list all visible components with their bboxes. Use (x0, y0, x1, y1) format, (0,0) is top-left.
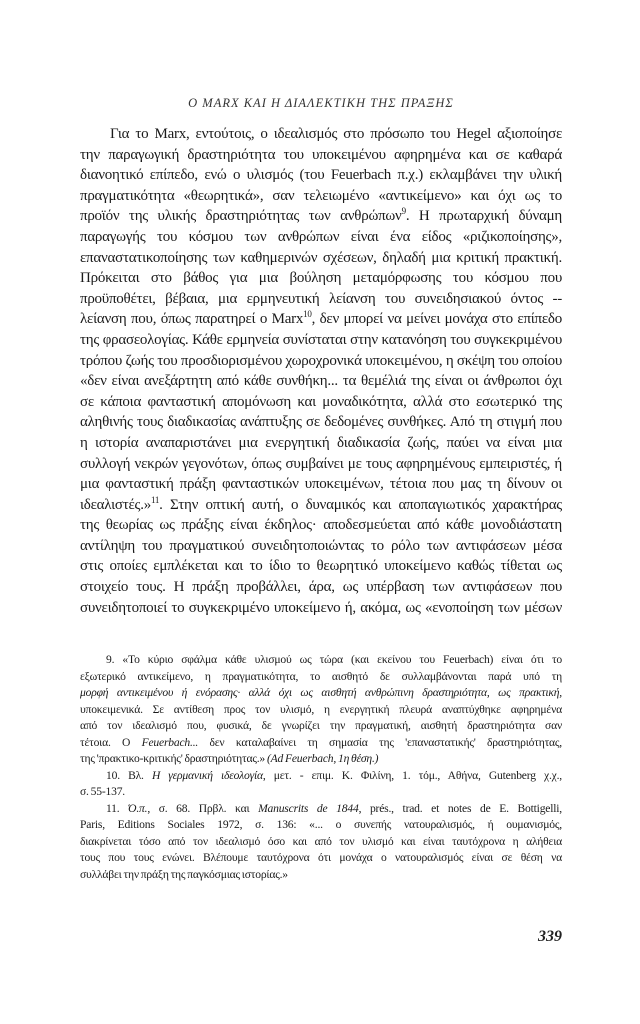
body-line (80, 454, 562, 475)
text-segment: διανοητικό επίπεδο, ενώ ο υλισμός (του Feuerbach π.χ.) εκλαμβάνει την υλική (80, 167, 562, 184)
footnote-line (80, 784, 562, 801)
text-segment: , μετ. - επιμ. Κ. Φιλίνη, 1. τόμ., Αθήνα, Gutenberg χ.χ., (262, 768, 562, 782)
body-line (80, 289, 562, 310)
footnote-reference: 10 (303, 309, 312, 320)
text-segment: 10. Βλ. (106, 768, 152, 782)
footnote-line (80, 850, 562, 867)
text-segment: λείανση που, όπως παρατηρεί ο Marx (80, 311, 304, 328)
italic-text: Η γερμανική ιδεολογία (151, 768, 263, 782)
text-segment: τέτοια. Ο (80, 735, 142, 749)
body-line (80, 392, 562, 413)
italic-text: Ό.π. (128, 801, 148, 815)
text-segment: εξωτερικό αντικείμενο, η πραγματικότητα, το αισθητό δε συλλαμβάνονται παρά υπό τη (80, 669, 562, 683)
footnote-line (80, 817, 562, 834)
text-segment: προϋποθέτει, βέβαια, μια ερμηνευτική λείανση του συνειδησιακού όντος -- (80, 290, 562, 307)
text-segment: σε κάποια φανταστική απομόνωση και μοναδικότητα, αλλά στο εσωτερικό της (80, 393, 562, 410)
text-segment: , δεν μπορεί να μείνει μονάχα στο επίπεδο (311, 311, 562, 328)
body-line (80, 351, 562, 372)
body-line (80, 371, 562, 392)
footnote-line (80, 652, 562, 669)
body-line (80, 248, 562, 269)
footnote-line (80, 834, 562, 851)
text-segment: της θεωρίας ως πράξης είναι έκδηλος· αποδεσμεύεται από κάθε μονοδιάστατη (80, 517, 562, 534)
footnote-line (80, 735, 562, 752)
text-segment: ιδεαλιστές.» (80, 496, 151, 513)
text-segment: 9. «Το κύριο σφάλμα κάθε υλισμού ως τώρα (και εκείνου του Feuerbach) είναι ότι το (106, 653, 562, 667)
body-line (80, 227, 562, 248)
book-page (80, 95, 562, 947)
body-line (80, 474, 562, 495)
body-line (80, 495, 562, 516)
text-segment: Πρόκειται στο βάθος για μια βούληση μεταμόρφωσης του κόσμου που (80, 270, 562, 287)
text-segment: , σ. 68. Πρβλ. και (147, 801, 259, 815)
body-line (80, 309, 562, 330)
text-segment: τους που τους ενώνει. Βλέπουμε ταυτόχρονα ότι μονάχα ο νατουραλισμός είναι σε θέση να (80, 851, 562, 865)
italic-text: Manuscrits de 1844 (258, 801, 359, 815)
text-segment: παραγωγής του κόσμου των ανθρώπων είναι ένα είδος «ριζικοποίησης», (80, 228, 562, 245)
body-line (80, 598, 562, 619)
footnote-reference: 9 (401, 206, 406, 217)
text-segment: στις οποίες εμπλέκεται και το ίδιο το θεωρητικό υποκείμενο καθώς τίθεται ως (80, 558, 562, 575)
body-line (80, 556, 562, 577)
footnote-line (80, 751, 562, 768)
text-segment: της φρασεολογίας. Κάθε ερμηνεία συνίσταται στην κατανόηση του συγκεκριμένου (80, 331, 562, 348)
footnote-reference: 11 (151, 494, 160, 505)
text-segment: . Στην οπτική αυτή, ο δυναμικός και αποπαγιωτικός χαρακτήρας (159, 496, 562, 513)
text-segment: συνειδητοποιεί το συγκεκριμένο υποκείμενο ή, ακόμα, ως «ενοποίηση των μέσων (80, 599, 562, 616)
text-segment: μια φανταστική πράξη φανταστικών υποκειμένων, τέτοια που μας τη δίνουν οι (80, 476, 562, 493)
body-line (80, 145, 562, 166)
body-line (80, 268, 562, 289)
body-line (80, 186, 562, 207)
body-line (80, 206, 562, 227)
text-segment: στοιχείο τους. Η πράξη προβάλλει, άρα, ως υπέρβαση των αντιφάσεων που (80, 579, 562, 596)
footnote-line (80, 867, 562, 884)
italic-text: Feuerbach... (141, 735, 199, 749)
text-segment: την παραγωγική δραστηριότητα του υποκειμένου αφηρημένα και σε καθαρά (80, 146, 562, 163)
italic-text: μορφή αντικειμένου ή ενόρασης· αλλά όχι ως αισθητή ανθρώπινη δραστηριότητα, ως πρακτική, (80, 686, 562, 700)
text-segment: επαναστατικοποίησης των καθημερινών σχέσεων, δηλαδή μια κριτική πρακτική. (80, 249, 562, 266)
text-segment: προϊόν της υλικής δραστηριότητας των ανθρώπων (80, 208, 402, 225)
body-line (80, 515, 562, 536)
page-number: 339 (538, 928, 562, 946)
text-segment: συλλάβει την πράξη της παγκόσμιας ιστορίας.» (80, 867, 288, 881)
body-line (80, 536, 562, 557)
text-segment: η ιστορία αναπαριστάνει μια ενεργητική διαδικασία ζωής, παύει να είναι μια (80, 434, 562, 451)
text-segment: «δεν είναι ανεξάρτητη από κάθε συνθήκη... τα θεμέλιά της είναι οι άνθρωποι όχι (80, 373, 562, 390)
running-header: Ο MARX ΚΑΙ Η ΔΙΑΛΕΚΤΙΚΗ ΤΗΣ ΠΡΑΞΗΣ (188, 96, 454, 110)
footnote-line (80, 801, 562, 818)
footnote-line (80, 768, 562, 785)
text-segment: διακρίνεται τόσο από τον ιδεαλισμό όσο και από τον υλισμό και είναι ταυτόχρονα η αλήθεια (80, 834, 562, 848)
footnote-line (80, 718, 562, 735)
text-segment: αληθινής τους διαδικασίας ανάπτυξης σε δεδομένες συνθήκες. Από τη στιγμή που (80, 414, 562, 431)
text-segment: υποκειμενικά. Σε αντίθεση προς τον υλισμό, η ενεργητική πλευρά αναπτύχθηκε αφηρημένα (80, 702, 562, 716)
body-line (80, 412, 562, 433)
body-line (80, 577, 562, 598)
text-segment: 11. (106, 801, 129, 815)
text-segment: Paris, Editions Sociales 1972, σ. 136: «... ο συνεπής νατουραλισμός, ή ουμανισμός, (80, 818, 562, 832)
text-segment: δεν καταλαβαίνει τη σημασία της 'επαναστατικής' δραστηριότητας, (198, 735, 562, 749)
text-segment: σ. 55-137. (80, 785, 125, 799)
text-segment: τρόπου ζωής του προσδιορισμένου χωροχρονικά υποκειμένου, η σκέψη του οποίου (80, 352, 562, 369)
body-line (80, 165, 562, 186)
body-line (80, 124, 562, 145)
footnote-line (80, 669, 562, 686)
text-segment: συλλογή νεκρών γεγονότων, όπως συμβαίνει με τους αφηρημένους εμπειριστές, ή (80, 455, 562, 472)
footnote-line (80, 702, 562, 719)
footnotes (80, 652, 562, 883)
body-line (80, 330, 562, 351)
text-segment: . Η πρωταρχική δύναμη (405, 208, 562, 225)
body-text (80, 124, 562, 618)
text-segment: πραγματικότητα «θεωρητικά», σαν τελειωμένο «αντικείμενο» και όχι ως το (80, 187, 562, 204)
text-segment: αντίληψη του πραγματικού συνειδητοποιώντας το ρόλο των αντιφάσεων μέσα (80, 537, 562, 554)
text-segment: Για το Marx, εντούτοις, ο ιδεαλισμός στο πρόσωπο του Hegel αξιοποίησε (110, 126, 562, 142)
body-line (80, 433, 562, 454)
text-segment: από τον ιδεαλισμό που, φυσικά, δε γνωρίζει την πραγματική, αισθητή δραστηριότητα σαν (80, 719, 562, 733)
footnote-line (80, 685, 562, 702)
italic-text: (Ad Feuerbach, 1η θέση.) (266, 752, 379, 766)
text-segment: της 'πρακτικο-κριτικής' δραστηριότητας.» (80, 752, 267, 766)
text-segment: , prés., trad. et notes de E. Bottigelli, (358, 801, 562, 815)
